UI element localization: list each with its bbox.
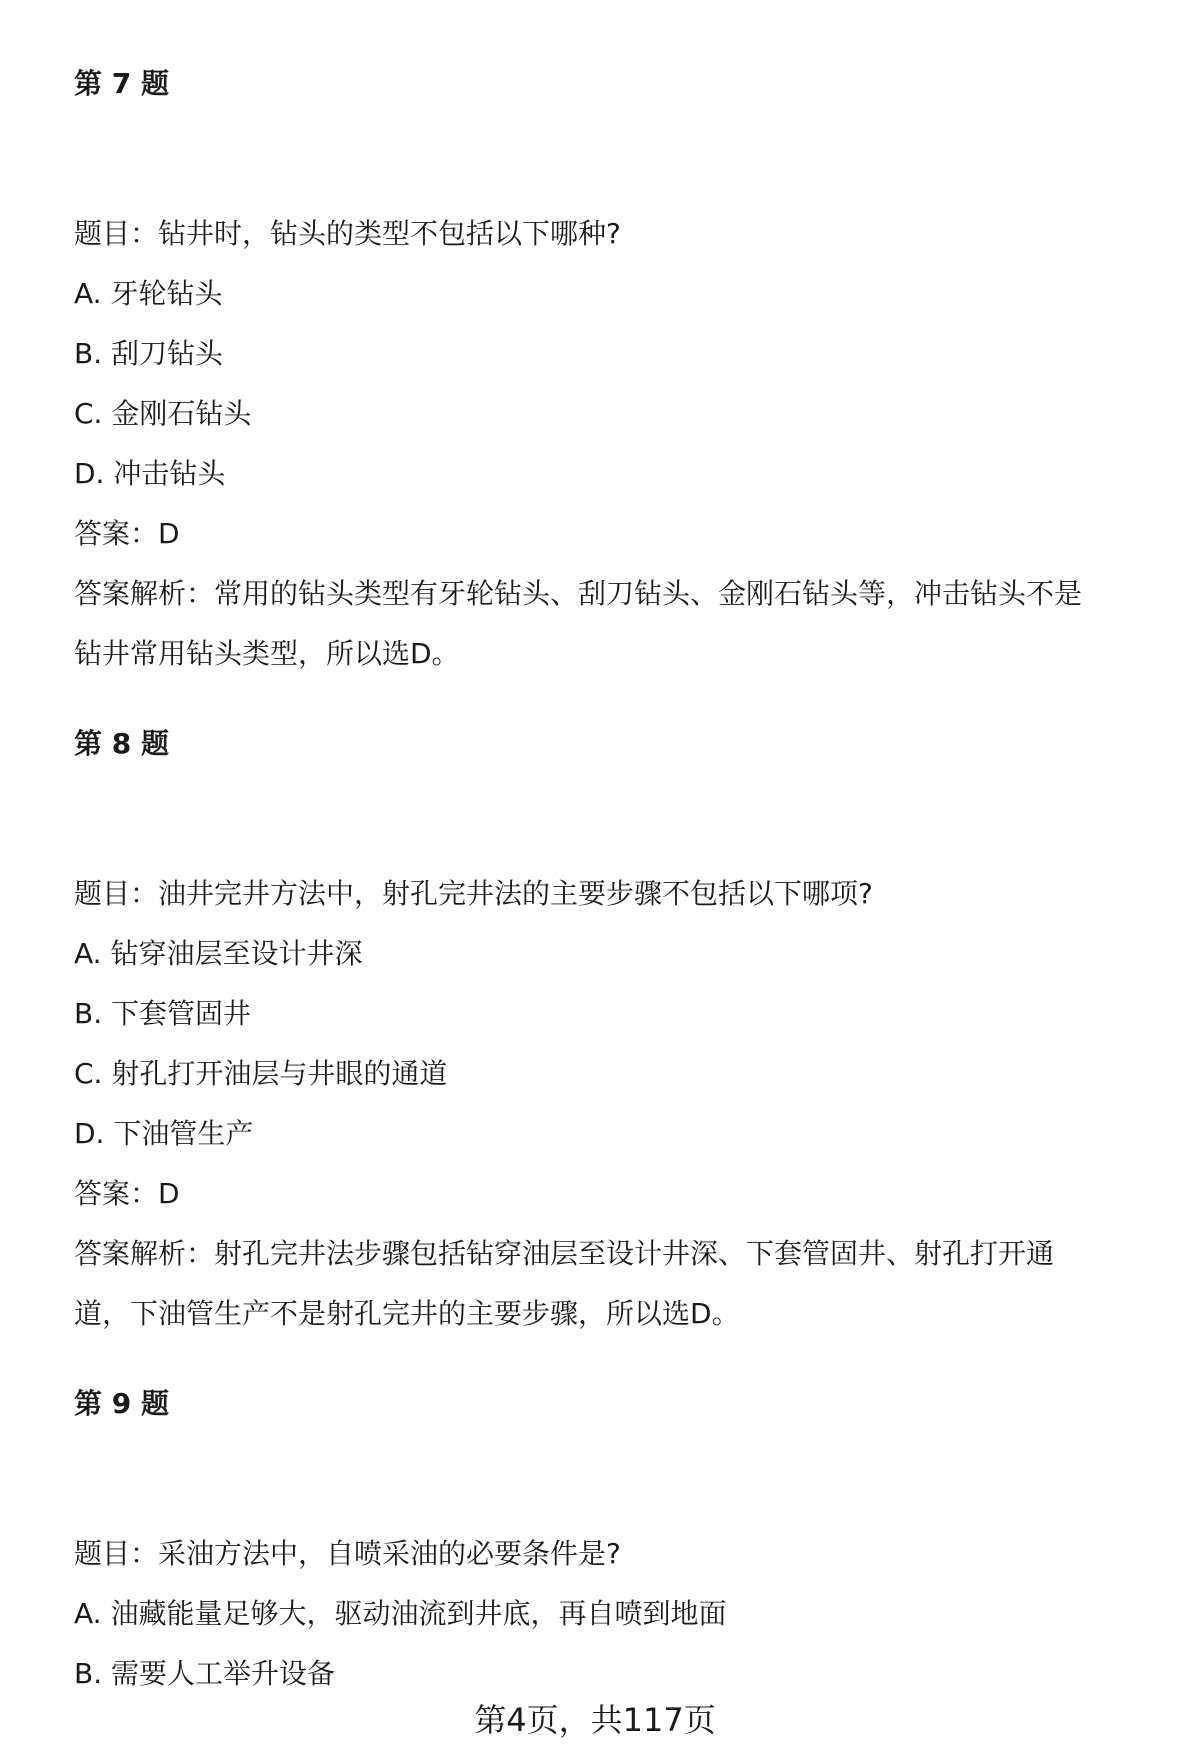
question-7-option-c: C. 金刚石钻头 [74, 397, 252, 430]
question-7-option-a: A. 牙轮钻头 [74, 277, 223, 310]
question-7-option-d: D. 冲击钻头 [74, 457, 226, 490]
question-7-answer: 答案：D [74, 517, 180, 550]
question-7-explanation-line-2: 钻井常用钻头类型，所以选D。 [74, 637, 460, 670]
question-9-heading: 第 9 题 [74, 1387, 169, 1420]
question-7-text: 题目：钻井时，钻头的类型不包括以下哪种? [74, 217, 621, 250]
question-8-option-c: C. 射孔打开油层与井眼的通道 [74, 1057, 448, 1090]
question-8-option-b: B. 下套管固井 [74, 997, 252, 1030]
question-8-answer: 答案：D [74, 1177, 180, 1210]
question-8-option-a: A. 钻穿油层至设计井深 [74, 937, 363, 970]
question-9-option-a: A. 油藏能量足够大，驱动油流到井底，再自喷到地面 [74, 1597, 727, 1630]
question-7-heading: 第 7 题 [74, 67, 169, 100]
question-9-text: 题目：采油方法中，自喷采油的必要条件是? [74, 1537, 621, 1570]
question-8-text: 题目：油井完井方法中，射孔完井法的主要步骤不包括以下哪项? [74, 877, 873, 910]
question-7-option-b: B. 刮刀钻头 [74, 337, 224, 370]
question-7-explanation-line-1: 答案解析：常用的钻头类型有牙轮钻头、刮刀钻头、金刚石钻头等，冲击钻头不是 [74, 577, 1083, 610]
question-8-option-d: D. 下油管生产 [74, 1117, 254, 1150]
question-9-option-b: B. 需要人工举升设备 [74, 1657, 336, 1690]
page-number-footer: 第4页，共117页 [474, 1701, 716, 1739]
question-8-explanation-line-1: 答案解析：射孔完井法步骤包括钻穿油层至设计井深、下套管固井、射孔打开通 [74, 1237, 1055, 1270]
question-8-heading: 第 8 题 [74, 727, 169, 760]
question-8-explanation-line-2: 道，下油管生产不是射孔完井的主要步骤，所以选D。 [74, 1297, 740, 1330]
